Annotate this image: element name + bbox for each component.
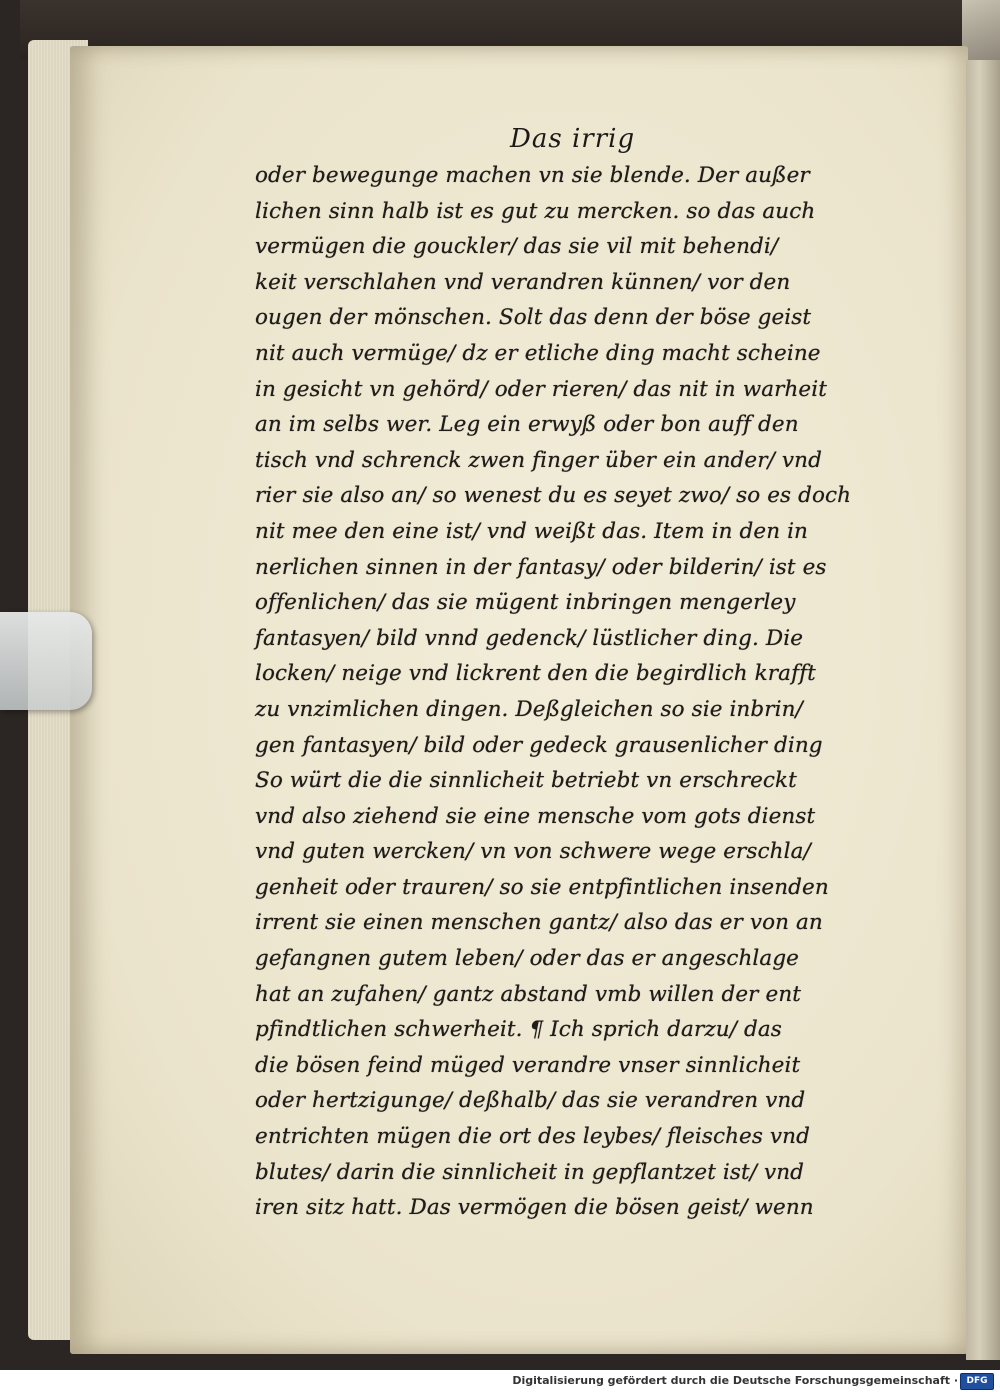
text-line: gefangnen gutem leben/ oder das er angeschlage: [255, 946, 800, 972]
text-line: vnd guten wercken/ vn von schwere wege erschla/: [255, 839, 811, 865]
page-holder-clip: [0, 612, 92, 710]
dfg-logo: [960, 1373, 994, 1390]
text-line: nerlichen sinnen in der fantasy/ oder bilderin/ ist es: [255, 554, 827, 580]
text-line: die bösen feind müged verandre vnser sinnlicheit: [255, 1052, 801, 1078]
text-line: hat an zufahen/ gantz abstand vmb willen der ent: [255, 981, 802, 1007]
text-line: vermügen die gouckler/ das sie vil mit behendi/: [255, 234, 779, 260]
text-line: ougen der mönschen. Solt das denn der böse geist: [255, 305, 812, 331]
text-line: an im selbs wer. Leg ein erwyß oder bon auff den: [255, 412, 799, 438]
gutter-edge: [966, 60, 1000, 1360]
text-line: nit auch vermüge/ dz er etliche ding macht scheine: [255, 340, 821, 366]
text-line: fantasyen/ bild vnnd gedenck/ lüstlicher ding. Die: [255, 625, 804, 651]
text-line: So würt die die sinnlicheit betriebt vn erschreckt: [255, 768, 797, 794]
text-line: zu vnzimlichen dingen. Deßgleichen so sie inbrin/: [255, 696, 803, 722]
text-line: entrichten mügen die ort des leybes/ fleisches vnd: [255, 1124, 810, 1150]
text-line: in gesicht vn gehörd/ oder rieren/ das nit in warheit: [255, 376, 827, 402]
text-block: [255, 158, 855, 1226]
text-line: keit verschlahen vnd verandren künnen/ vor den: [255, 269, 791, 295]
text-line: blutes/ darin die sinnlicheit in gepflantzet ist/ vnd: [255, 1159, 805, 1185]
text-line: offenlichen/ das sie mügent inbringen mengerley: [255, 590, 796, 616]
funding-note: Digitalisierung gefördert durch die Deutsche Forschungsgemeinschaft ·: [512, 1374, 958, 1387]
text-line: tisch vnd schrenck zwen finger über ein ander/ vnd: [255, 447, 822, 473]
text-line: lichen sinn halb ist es gut zu mercken. so das auch: [255, 198, 816, 224]
text-line: locken/ neige vnd lickrent den die begirdlich krafft: [255, 661, 816, 687]
text-line: iren sitz hatt. Das vermögen die bösen geist/ wenn: [255, 1195, 814, 1221]
text-line: gen fantasyen/ bild oder gedeck grausenlicher ding: [255, 732, 823, 758]
text-line: pfindtlichen schwerheit. ¶ Ich sprich darzu/ das: [255, 1017, 782, 1043]
text-line: nit mee den eine ist/ vnd weißt das. Item in den in: [255, 518, 809, 544]
text-line: vnd also ziehend sie eine mensche vom gots dienst: [255, 803, 816, 829]
dfg-logo-label: DFG: [966, 1376, 988, 1386]
running-header: Das irrig: [510, 124, 636, 154]
footer-bar: [0, 1370, 1000, 1392]
text-line: rier sie also an/ so wenest du es seyet zwo/ so es doch: [255, 483, 852, 509]
text-line: oder bewegunge machen vn sie blende. Der außer: [255, 163, 810, 188]
text-line: oder hertzigunge/ deßhalb/ das sie verandren vnd: [255, 1088, 806, 1114]
text-line: irrent sie einen menschen gantz/ also das er von an: [255, 910, 823, 936]
text-line: genheit oder trauren/ so sie entpfintlichen insenden: [255, 874, 829, 900]
